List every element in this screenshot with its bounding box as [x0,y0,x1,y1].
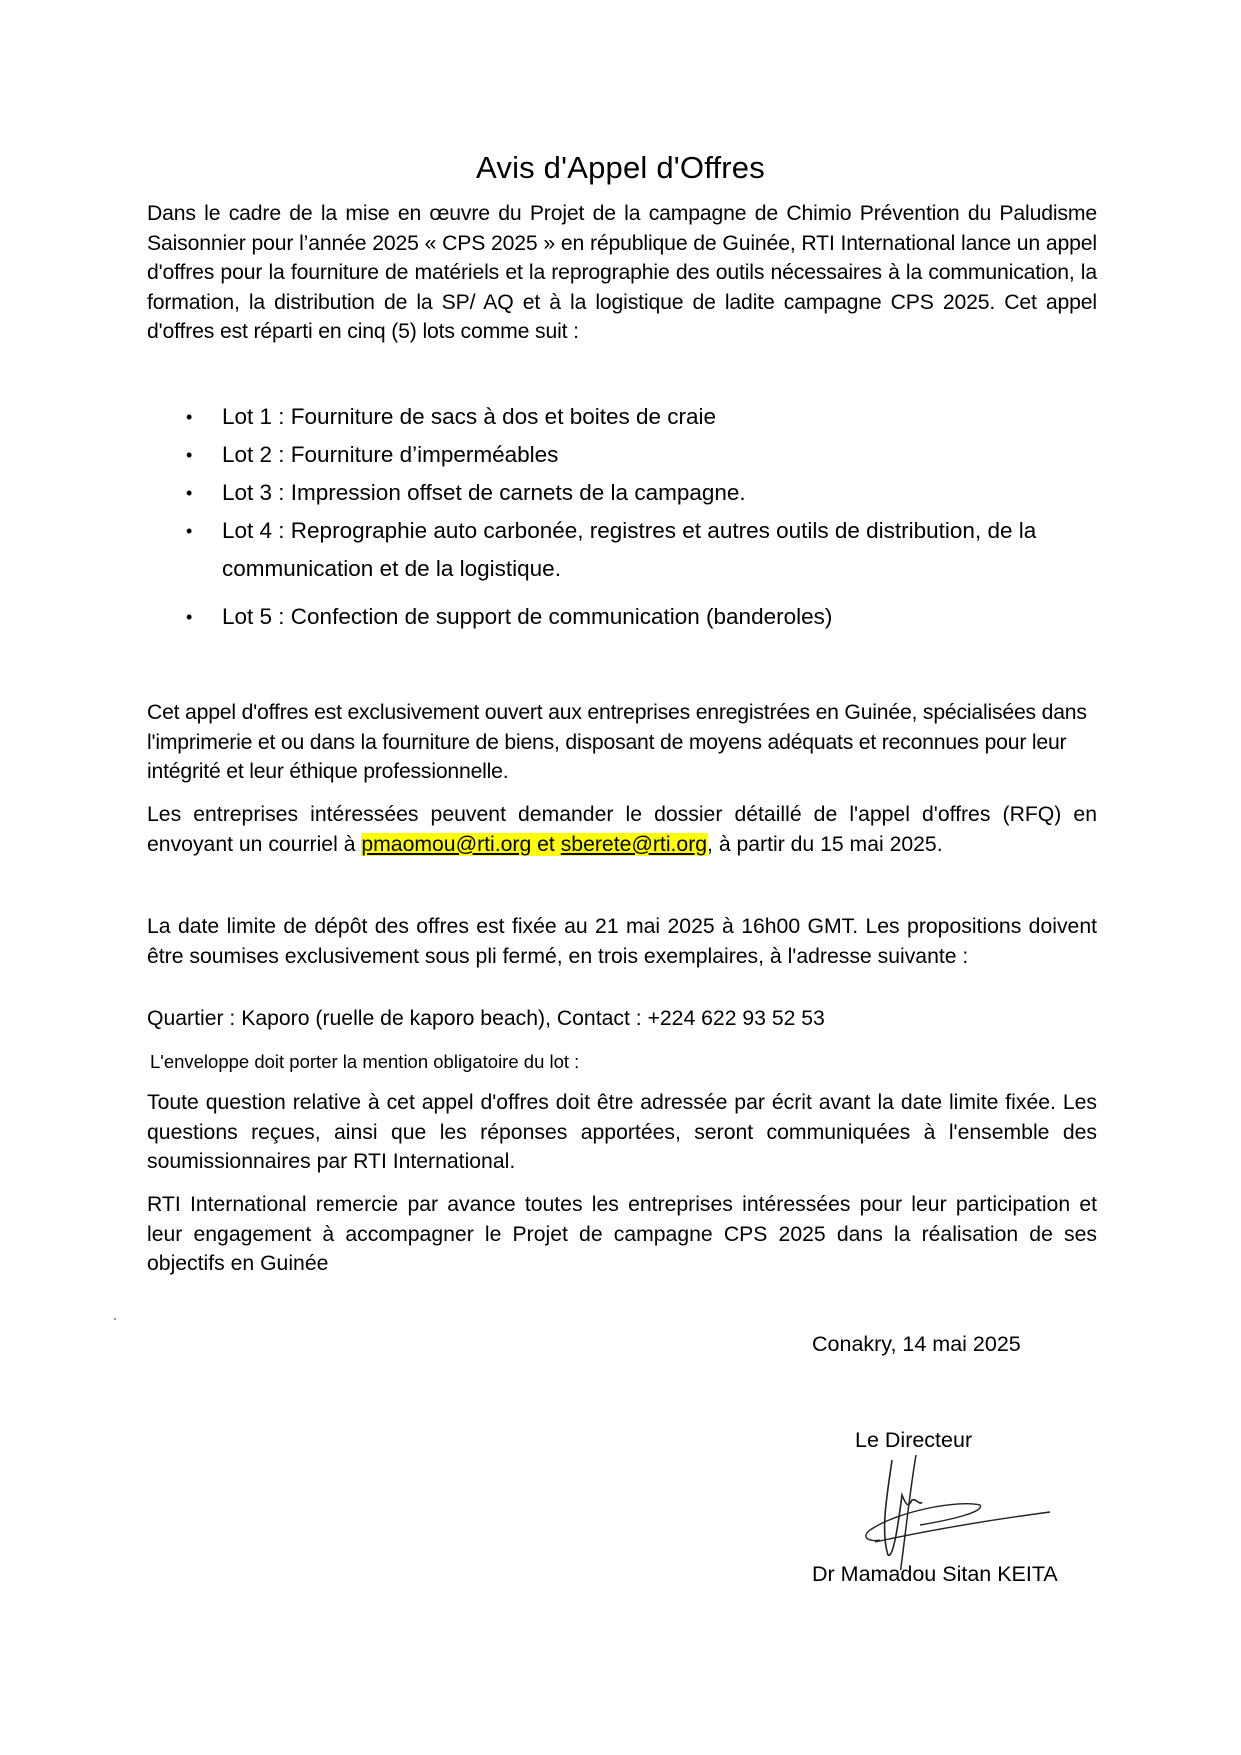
lot-text: Lot 2 : Fourniture d’imperméables [222,442,559,467]
envelope-note: L'enveloppe doit porter la mention obligatoire du lot : [150,1051,580,1072]
lot-text: Lot 1 : Fourniture de sacs à dos et boites de craie [222,404,717,429]
list-item-lot-3 [186,474,1086,512]
signatory-role: Le Directeur [855,1428,973,1452]
request-paragraph [147,800,1097,859]
email-link-pmaomou[interactable]: pmaomou@rti.org [361,832,532,856]
deadline-paragraph: La date limite de dépôt des offres est fixée au 21 mai 2025 à 16h00 GMT. Les propositions doivent être soumises exclusivement sous pli fermé, en trois exemplaires, à l'adresse suivante : [147,915,1097,968]
email-connector: et [531,832,561,856]
signature-icon [850,1450,1070,1570]
questions-paragraph: Toute question relative à cet appel d'offres doit être adressée par écrit avant la date limite fixée. Les questions reçues, ainsi que les réponses apportées, seront communiquées à l'ensemble des soumissionnaires par RTI International. [147,1091,1097,1173]
eligibility-paragraph: Cet appel d'offres est exclusivement ouvert aux entreprises enregistrées en Guinée, spécialisées dans l'imprimerie et ou dans la fourniture de biens, disposant de moyens adéquats et reconnues pour leur intégrité et leur éthique professionnelle. [147,701,1087,783]
list-item-lot-4 [186,512,1086,588]
lot-text: Lot 4 : Reprographie auto carbonée, registres et autres outils de distribution, de la communication et de la logistique. [222,518,1037,581]
list-item-lot-2 [186,436,1086,474]
signatory-name: Dr Mamadou Sitan KEITA [812,1562,1058,1586]
lots-list [186,398,1086,636]
address-line: Quartier : Kaporo (ruelle de kaporo beach), Contact : +224 622 93 52 53 [147,1007,825,1030]
bullet-icon: • [186,445,193,465]
bullet-icon: • [186,521,193,541]
email-link-sberete[interactable]: sberete@rti.org [560,832,708,856]
stray-mark [114,1318,116,1320]
document-title: Avis d'Appel d'Offres [476,150,765,185]
thanks-paragraph: RTI International remercie par avance toutes les entreprises intéressées pour leur participation et leur engagement à accompagner le Projet de campagne CPS 2025 dans la réalisation de ses objectifs en Guinée [147,1193,1097,1275]
request-text-after: , à partir du 15 mai 2025. [707,832,943,856]
bullet-icon: • [186,407,193,427]
request-text-before: Les entreprises intéressées peuvent demander le dossier détaillé de l'appel d'offres (RFQ) en envoyant un courriel à [147,803,1097,856]
lot-text: Lot 3 : Impression offset de carnets de la campagne. [222,480,746,505]
list-item-lot-1 [186,398,1086,436]
lot-text: Lot 5 : Confection de support de communication (banderoles) [222,604,833,629]
bullet-icon: • [186,607,193,627]
list-item-lot-5 [186,598,1086,636]
bullet-icon: • [186,483,193,503]
intro-paragraph: Dans le cadre de la mise en œuvre du Projet de la campagne de Chimio Prévention du Paludisme Saisonnier pour l’année 2025 « CPS 2025 » en république de Guinée, RTI International lance un appel d'offres pour la fourniture de matériels et la reprographie des outils nécessaires à la communication, la formation, la distribution de la SP/ AQ et à la logistique de ladite campagne CPS 2025. Cet appel d'offres est réparti en cinq (5) lots comme suit : [147,202,1097,343]
place-date: Conakry, 14 mai 2025 [812,1332,1021,1356]
